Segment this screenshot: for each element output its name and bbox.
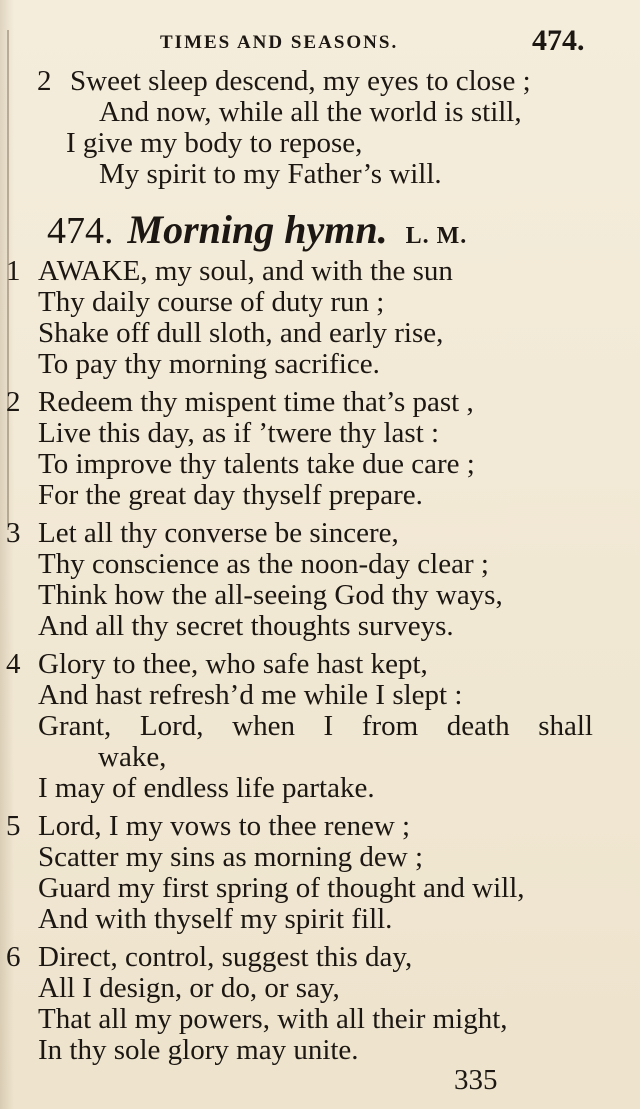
- stanza-number: 2: [37, 65, 52, 97]
- stanza-number: 2: [6, 386, 21, 418]
- verse-line: Live this day, as if ’twere thy last :: [38, 417, 440, 449]
- verse-line: And hast refresh’d me while I slept :: [38, 679, 463, 711]
- verse-line: Thy daily course of duty run ;: [38, 286, 385, 318]
- hymn-title: Morning hymn.: [127, 207, 388, 252]
- verse-line: My spirit to my Father’s will.: [99, 158, 442, 190]
- hymn-number: 474.: [47, 210, 114, 252]
- verse-line: Thy conscience as the noon-day clear ;: [38, 548, 489, 580]
- running-title: TIMES AND SEASONS.: [160, 32, 399, 53]
- stanza-number: 3: [6, 517, 21, 549]
- verse-line: Sweet sleep descend, my eyes to close ;: [70, 65, 531, 97]
- verse-line: Direct, control, suggest this day,: [38, 941, 413, 973]
- verse-line: Let all thy converse be sincere,: [38, 517, 399, 549]
- page-number: 335: [454, 1064, 498, 1096]
- verse-line: AWAKE, my soul, and with the sun: [38, 255, 453, 287]
- verse-line-turnover: wake,: [98, 741, 167, 773]
- stanza-number: 4: [6, 648, 21, 680]
- verse-line: In thy sole glory may unite.: [38, 1034, 359, 1066]
- verse-line: Lord, I my vows to thee renew ;: [38, 810, 411, 842]
- verse-line: And now, while all the world is still,: [99, 96, 522, 128]
- verse-line: To pay thy morning sacrifice.: [38, 348, 380, 380]
- verse-line: And with thyself my spirit fill.: [38, 903, 393, 935]
- verse-line: Glory to thee, who safe hast kept,: [38, 648, 428, 680]
- verse-line: Scatter my sins as morning dew ;: [38, 841, 424, 873]
- stanza-number: 5: [6, 810, 21, 842]
- stanza-number: 1: [6, 255, 21, 287]
- header-hymn-number: 474.: [532, 24, 585, 57]
- verse-line: Redeem thy mispent time that’s past ,: [38, 386, 474, 418]
- stanza-number: 6: [6, 941, 21, 973]
- running-header: [0, 26, 640, 56]
- verse-line: That all my powers, with all their might,: [38, 1003, 508, 1035]
- verse-line: Shake off dull sloth, and early rise,: [38, 317, 444, 349]
- hymn-heading: [47, 206, 468, 252]
- verse-line: All I design, or do, or say,: [38, 972, 340, 1004]
- verse-line: And all thy secret thoughts surveys.: [38, 610, 454, 642]
- verse-line: Guard my first spring of thought and will,: [38, 872, 525, 904]
- verse-line: Grant, Lord, when I from death shall: [38, 710, 593, 742]
- verse-line: I give my body to repose,: [66, 127, 363, 159]
- verse-line: For the great day thyself prepare.: [38, 479, 423, 511]
- verse-line: To improve thy talents take due care ;: [38, 448, 475, 480]
- verse-line: Think how the all-seeing God thy ways,: [38, 579, 503, 611]
- verse-line: I may of endless life partake.: [38, 772, 375, 804]
- hymn-meter: L. M.: [405, 223, 468, 249]
